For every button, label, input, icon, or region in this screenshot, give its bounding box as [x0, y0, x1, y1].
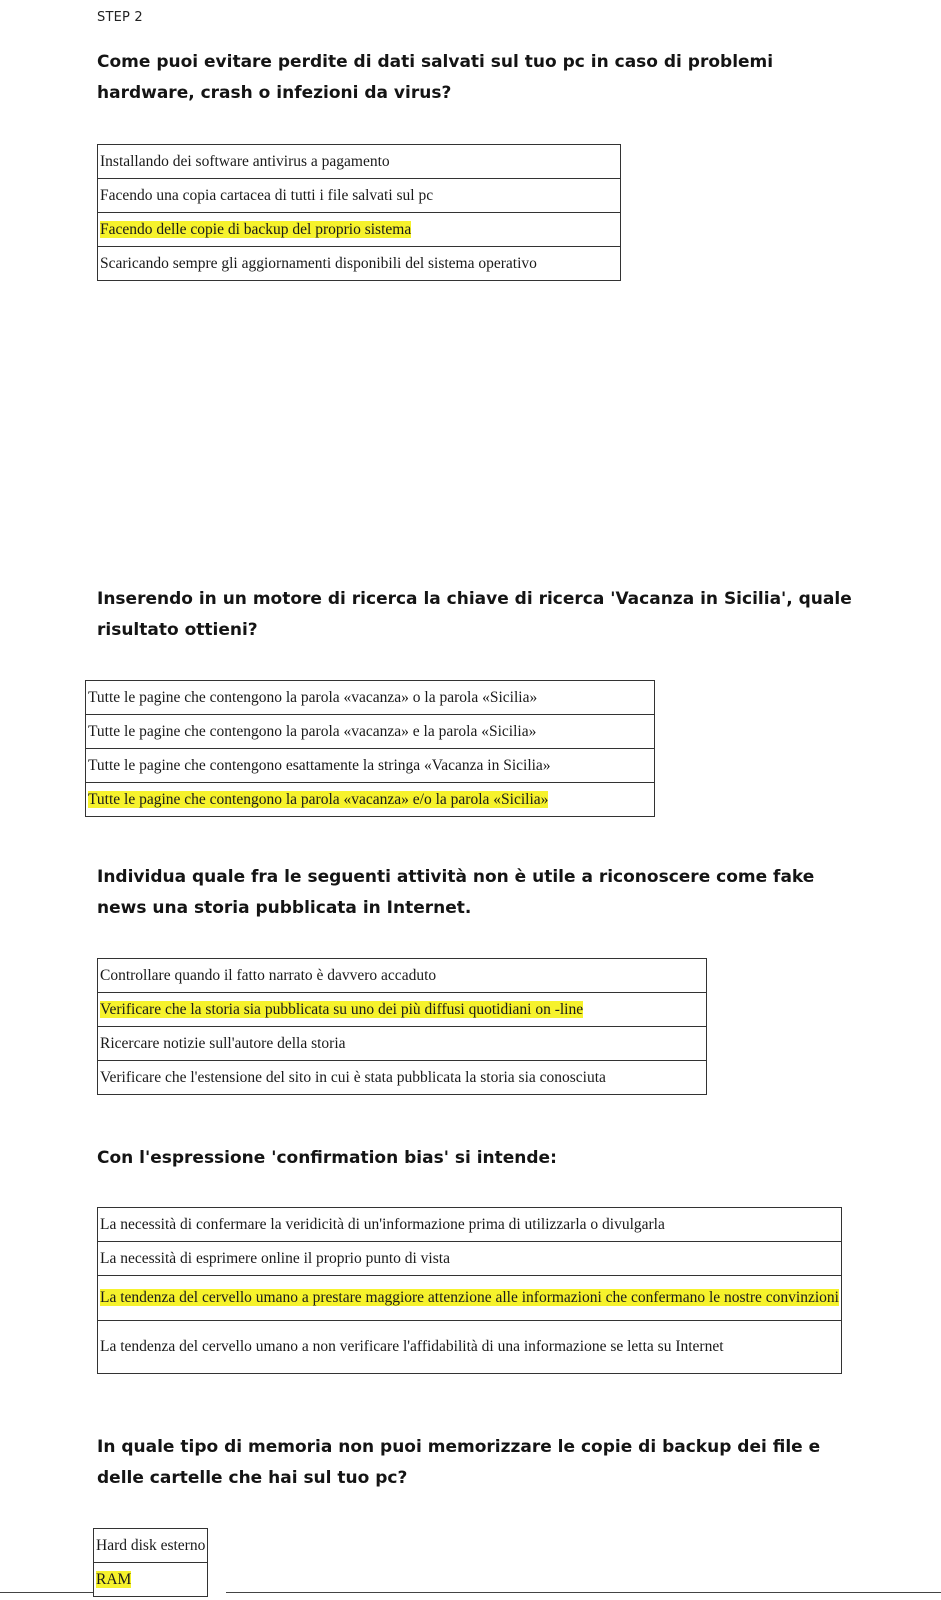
option-text: La necessità di esprimere online il proprio punto di vista [100, 1249, 450, 1267]
question-4-text: Con l'espressione 'confirmation bias' si intende: [97, 1148, 557, 1168]
option-text: Controllare quando il fatto narrato è davvero accaduto [100, 966, 437, 984]
option-row-selected[interactable] [98, 213, 621, 247]
option-row[interactable] [98, 1321, 842, 1374]
option-text: Installando dei software antivirus a pagamento [100, 152, 390, 170]
option-text-highlighted: La tendenza del cervello umano a prestare maggiore attenzione alle informazioni che confermano le nostre convinzioni [100, 1289, 839, 1306]
option-row[interactable] [98, 145, 621, 179]
option-text: Facendo una copia cartacea di tutti i file salvati sul pc [100, 186, 434, 204]
option-text: La tendenza del cervello umano a non verificare l'affidabilità di una informazione se letta su Internet [100, 1338, 724, 1355]
option-text: Ricercare notizie sull'autore della storia [100, 1034, 346, 1052]
option-text: Hard disk esterno [96, 1536, 206, 1554]
option-row[interactable] [86, 715, 655, 749]
step-label: STEP 2 [97, 10, 143, 25]
option-row[interactable] [98, 247, 621, 281]
bottom-rule-right [226, 1592, 941, 1593]
question-3-text: Individua quale fra le seguenti attività non è utile a riconoscere come fake news una storia pubblicata in Internet. [97, 867, 815, 918]
question-1-text: Come puoi evitare perdite di dati salvati sul tuo pc in caso di problemi hardware, crash o infezioni da virus? [97, 52, 774, 103]
option-row-selected[interactable] [94, 1563, 208, 1597]
option-text: Scaricando sempre gli aggiornamenti disponibili del sistema operativo [100, 254, 537, 272]
option-text-highlighted: RAM [96, 1570, 132, 1588]
question-5-text: In quale tipo di memoria non puoi memorizzare le copie di backup dei file e delle cartelle che hai sul tuo pc? [97, 1437, 821, 1488]
bottom-rule-left [0, 1592, 93, 1593]
option-row[interactable] [94, 1529, 208, 1563]
option-row[interactable] [86, 681, 655, 715]
option-text: Tutte le pagine che contengono la parola «vacanza» e la parola «Sicilia» [88, 722, 537, 740]
question-2-options [85, 680, 655, 817]
option-row[interactable] [98, 1061, 707, 1095]
option-text: Tutte le pagine che contengono esattamente la stringa «Vacanza in Sicilia» [88, 756, 551, 774]
question-5-options [93, 1528, 208, 1597]
option-text: Verificare che l'estensione del sito in cui è stata pubblicata la storia sia conosciuta [100, 1068, 606, 1086]
option-text-highlighted: Verificare che la storia sia pubblicata su uno dei più diffusi quotidiani on -line [100, 1000, 584, 1018]
option-text: Tutte le pagine che contengono la parola «vacanza» o la parola «Sicilia» [88, 688, 538, 706]
option-row[interactable] [98, 1242, 842, 1276]
option-text-highlighted: Facendo delle copie di backup del proprio sistema [100, 220, 412, 238]
option-text-highlighted: Tutte le pagine che contengono la parola «vacanza» e/o la parola «Sicilia» [88, 790, 549, 808]
option-row-selected[interactable] [98, 1276, 842, 1321]
question-2-text: Inserendo in un motore di ricerca la chiave di ricerca 'Vacanza in Sicilia', quale risultato ottieni? [97, 589, 852, 640]
option-row[interactable] [98, 959, 707, 993]
option-row-selected[interactable] [86, 783, 655, 817]
option-row[interactable] [98, 179, 621, 213]
option-text: La necessità di confermare la veridicità di un'informazione prima di utilizzarla o divulgarla [100, 1215, 665, 1233]
option-row-selected[interactable] [98, 993, 707, 1027]
option-row[interactable] [98, 1208, 842, 1242]
question-4-options [97, 1207, 842, 1374]
option-row[interactable] [86, 749, 655, 783]
option-row[interactable] [98, 1027, 707, 1061]
question-1-options [97, 144, 621, 281]
question-3-options [97, 958, 707, 1095]
